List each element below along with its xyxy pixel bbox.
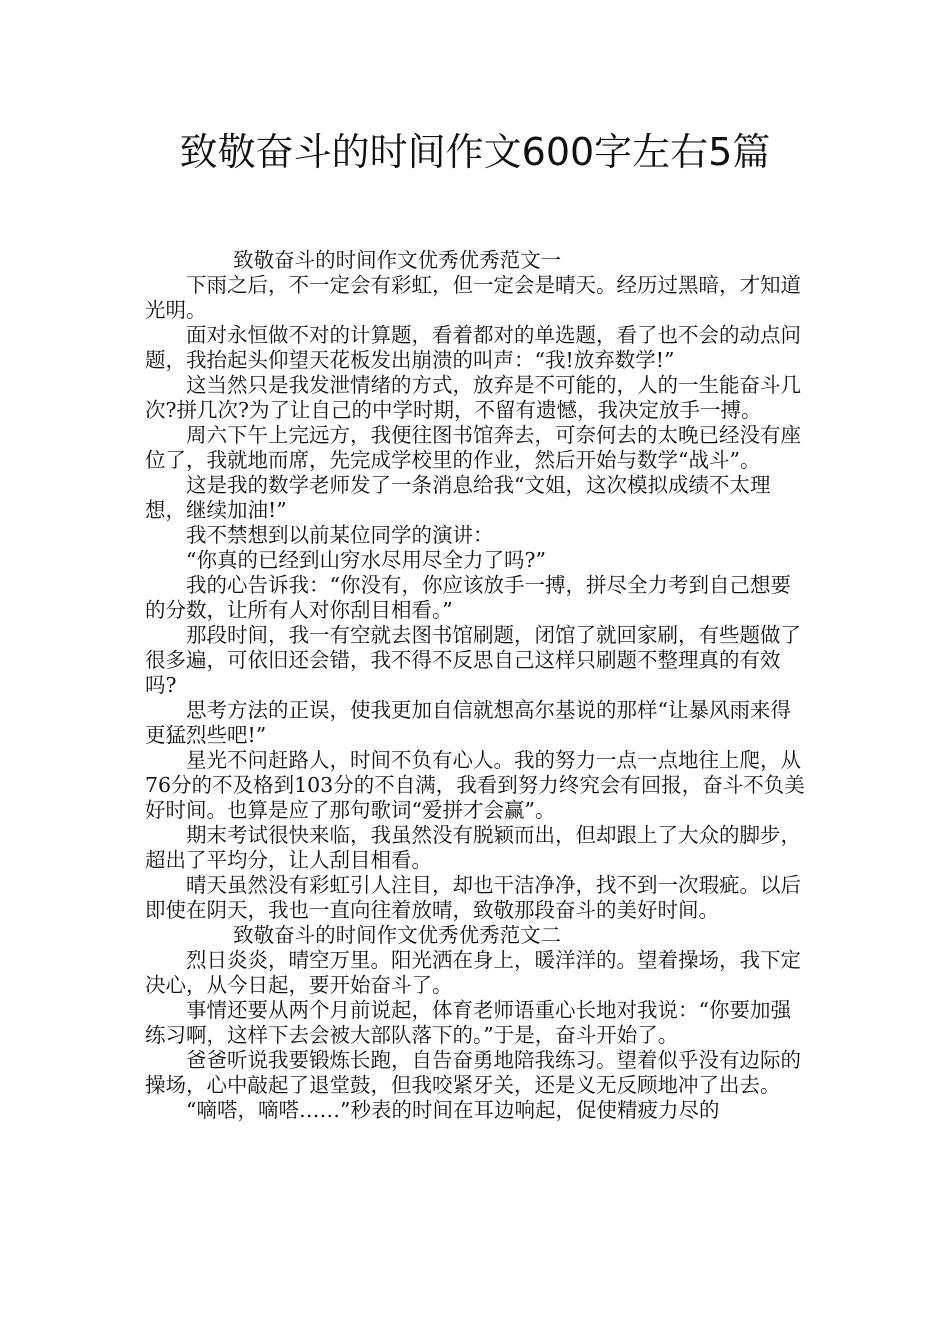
document-title: 致敬奋斗的时间作文600字左右5篇 [179,130,771,174]
paragraph: “嘀嗒，嘀嗒……”秒表的时间在耳边响起，促使精疲力尽的 [186,1098,720,1122]
paragraph: 面对永恒做不对的计算题，看着都对的单选题，看了也不会的动点问题，我抬起头仰望天花板发出崩溃的叫声：“我!放弃数学!” [145,323,801,372]
paragraph: 那段时间，我一有空就去图书馆刷题，闭馆了就回家刷，有些题做了很多遍，可依旧还会错，我不得不反思自己这样只刷题不整理真的有效吗? [145,623,801,697]
paragraph: 晴天虽然没有彩虹引人注目，却也干洁净净，找不到一次瑕疵。以后即使在阴天，我也一直向往着放晴，致敬那段奋斗的美好时间。 [145,873,801,922]
paragraph: “你真的已经到山穷水尽用尽全力了吗?” [186,548,546,572]
paragraph: 烈日炎炎，晴空万里。阳光洒在身上，暖洋洋的。望着操场，我下定决心，从今日起，要开始奋斗了。 [145,948,801,997]
paragraph: 期末考试很快来临，我虽然没有脱颖而出，但却跟上了大众的脚步，超出了平均分，让人刮目相看。 [145,823,801,872]
paragraph: 这是我的数学老师发了一条消息给我“文姐，这次模拟成绩不太理想，继续加油!” [145,473,771,522]
document-body [145,248,805,1123]
paragraph: 周六下午上完远方，我便往图书馆奔去，可奈何去的太晚已经没有座位了，我就地而席，先完成学校里的作业，然后开始与数学“战斗”。 [145,423,801,472]
paragraph: 爸爸听说我要锻炼长跑，自告奋勇地陪我练习。望着似乎没有边际的操场，心中敲起了退堂鼓，但我咬紧牙关，还是义无反顾地冲了出去。 [145,1048,801,1097]
paragraph: 我的心告诉我：“你没有，你应该放手一搏，拼尽全力考到自己想要的分数，让所有人对你刮目相看。” [145,573,791,622]
paragraph: 下雨之后，不一定会有彩虹，但一定会是晴天。经历过黑暗，才知道光明。 [145,273,801,322]
paragraph: 星光不问赶路人，时间不负有心人。我的努力一点一点地往上爬，从76分的不及格到103分的不自满，我看到努力终究会有回报，奋斗不负美好时间。也算是应了那句歌词“爱拼才会赢”。 [145,748,805,822]
section-heading: 致敬奋斗的时间作文优秀优秀范文一 [233,248,562,272]
section-heading: 致敬奋斗的时间作文优秀优秀范文二 [233,923,562,947]
paragraph: 思考方法的正误，使我更加自信就想高尔基说的那样“让暴风雨来得更猛烈些吧!” [145,698,791,747]
paragraph: 我不禁想到以前某位同学的演讲： [186,523,494,547]
paragraph: 这当然只是我发泄情绪的方式，放弃是不可能的，人的一生能奋斗几次?拼几次?为了让自己的中学时期，不留有遗憾，我决定放手一搏。 [145,373,801,422]
paragraph: 事情还要从两个月前说起，体育老师语重心长地对我说：“你要加强练习啊，这样下去会被大部队落下的。”于是，奋斗开始了。 [145,998,791,1047]
